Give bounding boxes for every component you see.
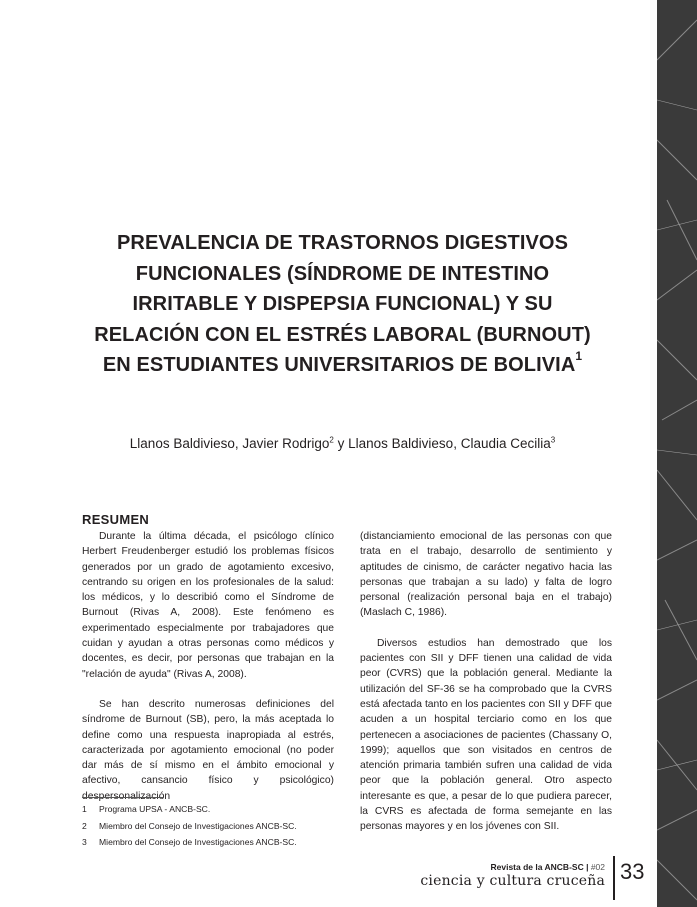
title-line-1: PREVALENCIA DE TRASTORNOS DIGESTIVOS bbox=[116, 232, 569, 254]
footer-divider bbox=[613, 856, 615, 900]
footnote-text: Miembro del Consejo de Investigaciones ANCB-SC. bbox=[99, 837, 297, 847]
author-1-marker: 2 bbox=[329, 435, 334, 445]
page-number: 33 bbox=[620, 859, 645, 884]
page-footer bbox=[420, 862, 605, 890]
footnote-item bbox=[82, 834, 342, 851]
section-heading-resumen: RESUMEN bbox=[82, 512, 150, 527]
title-line-4: RELACIÓN CON EL ESTRÉS LABORAL (BURNOUT) bbox=[94, 323, 591, 346]
author-2-marker: 3 bbox=[550, 435, 556, 445]
footer-journal-label: Revista de la ANCB-SC | bbox=[490, 862, 589, 872]
author-1: Llanos Baldivieso, Javier Rodrigo bbox=[129, 436, 330, 451]
footnote-text: Miembro del Consejo de Investigaciones ANCB-SC. bbox=[99, 820, 297, 831]
left-paragraph-1: Durante la última década, el psicólogo clínico Herbert Freudenberger estudió los problemas físicos generados por un grado de agotamiento excesivo, centrando su origen en los profesionales de la salud: los médicos, y lo describió como el Síndrome de Burnout (Rivas A, 2008). Este fenómeno es experimentado especialmente por trabajadores que cuidan y ayudan a otras personas como médicos y docentes, es decir, por personas que trabajan en la "relación de ayuda" (Rivas A, 2008). bbox=[82, 531, 334, 680]
article-title bbox=[70, 228, 615, 381]
decorative-side-band bbox=[657, 0, 697, 907]
footnote-item bbox=[82, 818, 342, 835]
footnote-number: 1 bbox=[82, 804, 87, 814]
footer-issue: #02 bbox=[588, 862, 605, 872]
title-line-5: EN ESTUDIANTES UNIVERSITARIOS DE BOLIVIA bbox=[102, 354, 576, 376]
footnote-divider bbox=[82, 797, 164, 798]
author-line bbox=[80, 436, 605, 451]
footnotes-list bbox=[82, 801, 342, 851]
left-column bbox=[82, 529, 334, 804]
footnote-text: Programa UPSA - ANCB-SC. bbox=[99, 804, 211, 814]
footer-brand: ciencia y cultura cruceña bbox=[420, 873, 605, 889]
right-paragraph-2: Diversos estudios han demostrado que los pacientes con SII y DFF tienen una calidad de vida peor (CVRS) que la población general. Mediante la utilización del SF-36 se ha comprobado que la CVRS está afectada tanto en los pacientes con SII y DFF que acuden a un hospital terciario como en los que pertenecen a asociaciones de pacientes (Chassany O, 1999); aquellos que son visitados en centros de atención primaria también sufren una calidad de vida peor que la población general. Otro aspecto interesante es que, a pesar de lo que pudiera parecer, la CVRS es afectada de forma semejante en las personas mayores y en los jóvenes con SII. bbox=[360, 637, 612, 833]
right-column bbox=[360, 529, 612, 835]
footer-journal-name bbox=[420, 862, 605, 873]
left-paragraph-2: Se han descrito numerosas definiciones del síndrome de Burnout (SB), pero, la más aceptada lo define como una respuesta inapropiada al estrés, caracterizada por agotamiento emocional (no poder dar más de sí mismo en el ámbito emocional y afectivo, cansancio físico y psicológico) despersonalización bbox=[82, 698, 334, 802]
title-footnote-marker: 1 bbox=[575, 349, 583, 364]
author-2: Llanos Baldivieso, Claudia Cecilia bbox=[348, 436, 551, 451]
author-connector: y bbox=[333, 436, 349, 451]
footnote-number: 3 bbox=[82, 837, 87, 847]
title-line-3: IRRITABLE Y DISPEPSIA FUNCIONAL) Y SU bbox=[132, 293, 553, 315]
side-band-pattern bbox=[657, 0, 697, 907]
title-line-2: FUNCIONALES (SÍNDROME DE INTESTINO bbox=[135, 262, 550, 285]
right-paragraph-1: (distanciamiento emocional de las personas con que trata en el trabajo, desarrollo de sentimiento y aptitudes de cinismo, de carácter negativo hacia las personas que trabajan a su lado) y falta de logro personal (realización personal baja en el trabajo) (Maslach C, 1986). bbox=[360, 531, 612, 619]
footnote-item bbox=[82, 801, 342, 818]
footnote-number: 2 bbox=[82, 820, 87, 831]
